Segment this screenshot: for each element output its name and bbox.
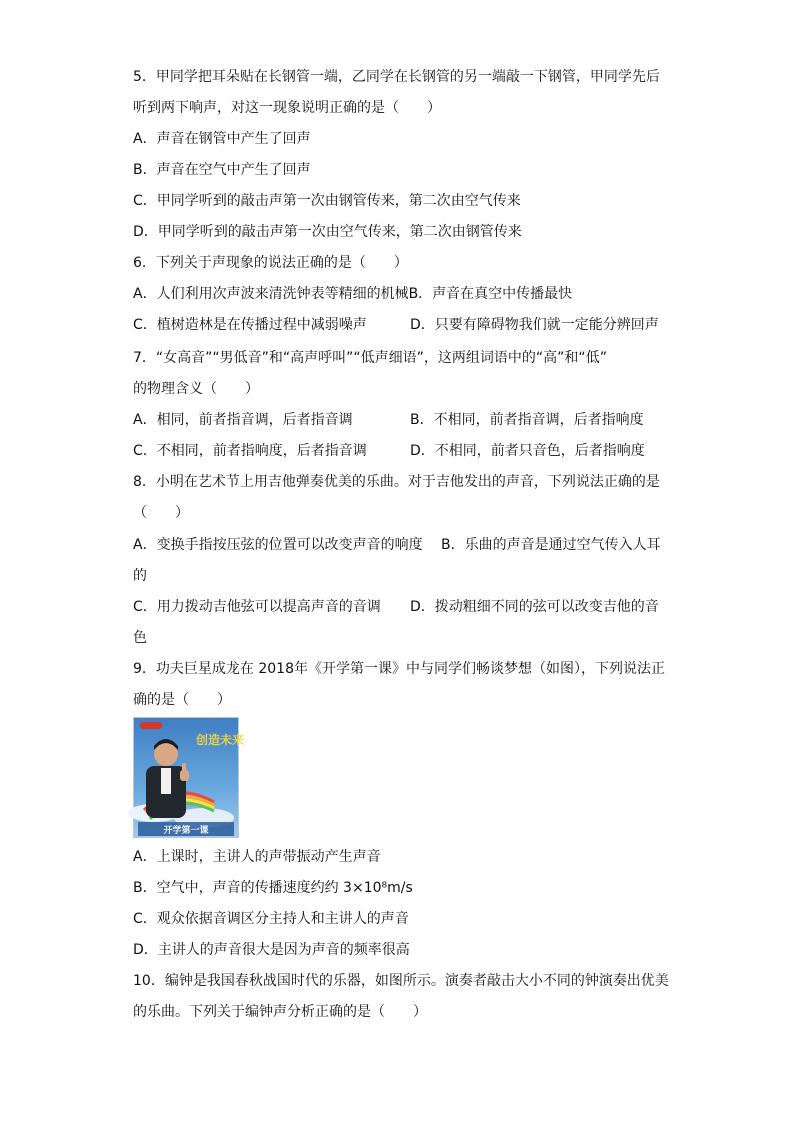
q5-option-c: C．甲同学听到的敲击声第一次由钢管传来，第二次由空气传来: [133, 193, 521, 209]
q10-stem-line2: 的乐曲。下列关于编钟声分析正确的是（ ）: [133, 1004, 427, 1020]
q5-stem-line2: 听到两下响声，对这一现象说明正确的是（ ）: [133, 100, 441, 116]
q8-option-d-line1: D．拨动粗细不同的弦可以改变吉他的音: [410, 599, 659, 615]
q7-option-c: C．不相同，前者指响度，后者指音调: [133, 443, 367, 459]
q9-option-b: B．空气中，声音的传播速度约约 3×10⁸m/s: [133, 880, 413, 896]
q10-stem-line1: 10．编钟是我国春秋战国时代的乐器，如图所示。演奏者敲击大小不同的钟演奏出优美: [133, 973, 669, 989]
q8-stem-line2: （ ）: [133, 505, 189, 521]
q9-option-d: D．主讲人的声音很大是因为声音的频率很高: [133, 942, 410, 958]
q7-stem-line1: 7．“女高音”“男低音”和“高声呼叫”“低声细语”，这两组词语中的“高”和“低”: [133, 350, 607, 366]
q5-option-d: D．甲同学听到的敲击声第一次由空气传来，第二次由钢管传来: [133, 224, 522, 240]
q5-option-b: B．声音在空气中产生了回声: [133, 162, 311, 178]
q7-option-a: A．相同，前者指音调，后者指音调: [133, 412, 353, 428]
q8-option-c: C．用力拨动吉他弦可以提高声音的音调: [133, 599, 381, 615]
q9-stem-line1: 9．功夫巨星成龙在 2018年《开学第一课》中与同学们畅谈梦想（如图），下列说法正: [133, 661, 665, 677]
q6-option-d: D．只要有障碍物我们就一定能分辨回声: [410, 317, 659, 333]
q9-option-c: C．观众依据音调区分主持人和主讲人的声音: [133, 911, 409, 927]
q5-option-a: A．声音在钢管中产生了回声: [133, 131, 311, 147]
q9-option-a: A．上课时，主讲人的声带振动产生声音: [133, 849, 381, 865]
q9-stem-line2: 确的是（ ）: [133, 692, 231, 708]
q6-stem: 6．下列关于声现象的说法正确的是（ ）: [133, 255, 408, 271]
q8-option-a: A．变换手指按压弦的位置可以改变声音的响度: [133, 537, 423, 553]
q7-option-b: B．不相同，前者指音调，后者指响度: [410, 412, 644, 428]
q9-figure-poster: [133, 717, 245, 838]
q7-stem-line2: 的物理含义（ ）: [133, 381, 259, 397]
poster-caption: 开学第一课: [163, 826, 209, 836]
poster-title: 创造未来: [196, 733, 245, 747]
q5-stem-line1: 5．甲同学把耳朵贴在长钢管一端，乙同学在长钢管的另一端敲一下钢管，甲同学先后: [133, 69, 660, 85]
q8-option-b-line1: B．乐曲的声音是通过空气传入人耳: [441, 537, 661, 553]
q6-option-ab: A．人们利用次声波来清洗钟表等精细的机械B．声音在真空中传播最快: [133, 286, 573, 302]
q8-option-b-line2: 的: [133, 568, 147, 584]
q8-option-d-line2: 色: [133, 630, 147, 646]
q6-option-c: C．植树造林是在传播过程中减弱噪声: [133, 317, 367, 333]
q7-option-d: D．不相同，前者只音色，后者指响度: [410, 443, 645, 459]
q8-stem-line1: 8．小明在艺术节上用吉他弹奏优美的乐曲。对于吉他发出的声音，下列说法正确的是: [133, 474, 660, 490]
